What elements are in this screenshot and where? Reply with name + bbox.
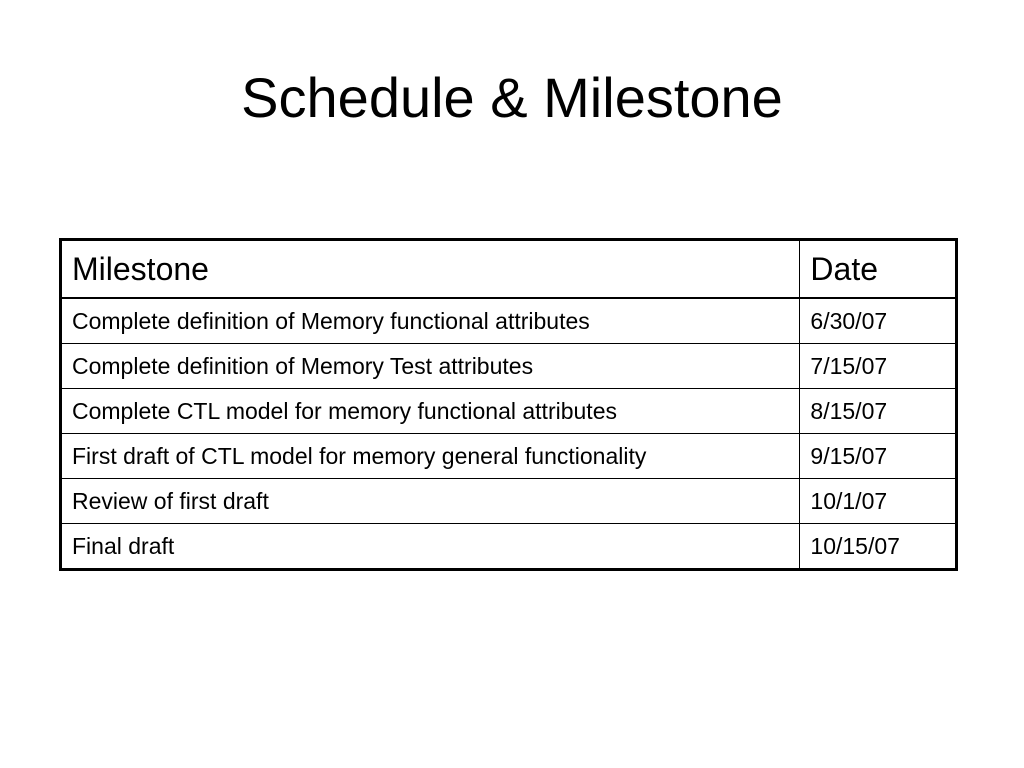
header-milestone: Milestone [61,240,800,299]
milestone-cell: Complete definition of Memory Test attributes [61,344,800,389]
milestone-cell: Complete definition of Memory functional attributes [61,298,800,344]
table-header [61,240,957,299]
table-row [61,479,957,524]
date-cell: 8/15/07 [800,389,957,434]
table-header-row [61,240,957,299]
table-row [61,298,957,344]
milestone-cell: Final draft [61,524,800,570]
table-row [61,524,957,570]
header-date: Date [800,240,957,299]
milestone-cell: Complete CTL model for memory functional attributes [61,389,800,434]
date-cell: 7/15/07 [800,344,957,389]
milestone-cell: First draft of CTL model for memory general functionality [61,434,800,479]
date-cell: 10/15/07 [800,524,957,570]
milestone-cell: Review of first draft [61,479,800,524]
slide-title: Schedule & Milestone [241,66,783,129]
milestone-table [59,238,958,571]
date-cell: 6/30/07 [800,298,957,344]
table-row [61,434,957,479]
table-body [61,298,957,570]
table-row [61,344,957,389]
date-cell: 9/15/07 [800,434,957,479]
date-cell: 10/1/07 [800,479,957,524]
table-row [61,389,957,434]
